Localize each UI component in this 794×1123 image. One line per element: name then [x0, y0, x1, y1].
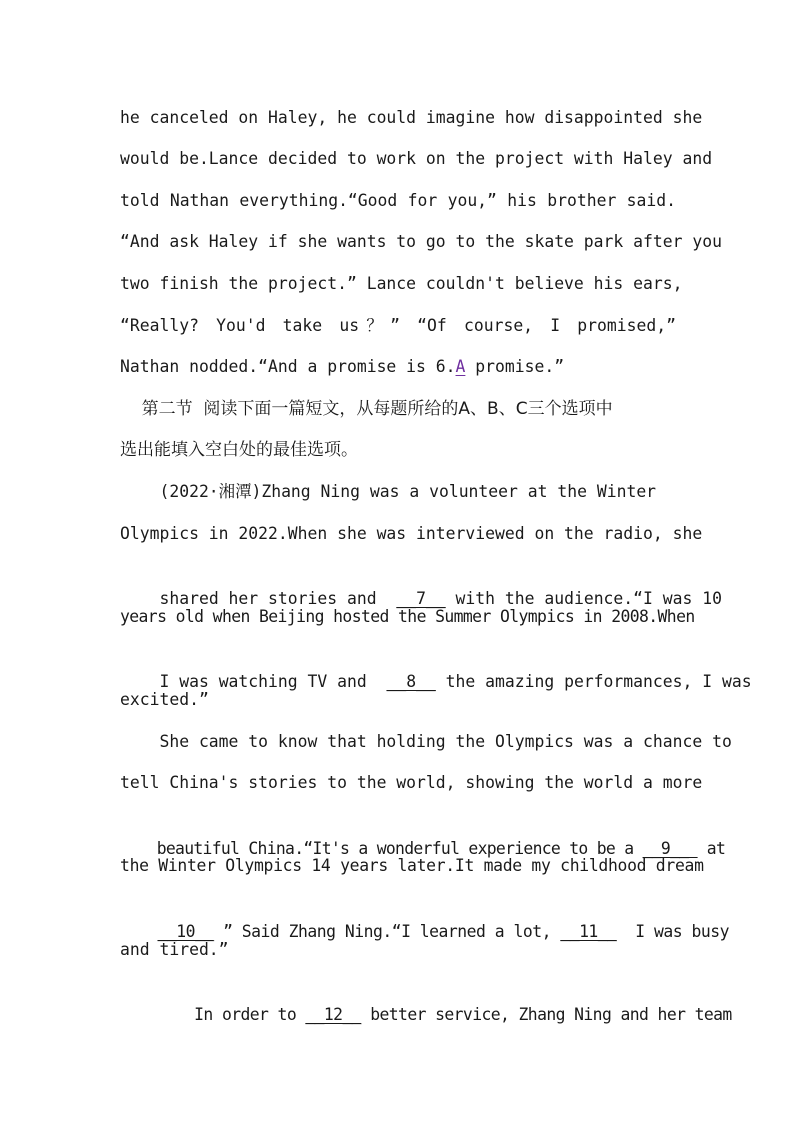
- text-line-10: (2022·湘潭)Zhang Ning was a volunteer at the Winter: [120, 482, 657, 501]
- text-line-22: [120, 979, 732, 1024]
- text-line-12: [120, 563, 722, 608]
- text-line-7: [120, 355, 676, 379]
- text-segment: beautiful China.“It's a wonderful experience to be a: [156, 839, 643, 858]
- blank-10: __10__: [157, 922, 214, 941]
- text-line-15: excited.”: [120, 690, 209, 709]
- blank-9: __9__: [642, 839, 698, 858]
- text-line-3: told Nathan everything.“Good for you,” his brother said.: [120, 191, 676, 210]
- text-segment: at: [697, 839, 726, 858]
- text-segment: with the audience.“I was 10: [445, 589, 722, 608]
- text-segment: In order to: [157, 1005, 306, 1024]
- text-line-16: She came to know that holding the Olympics was a chance to: [120, 732, 732, 751]
- text-segment: promise.”: [465, 357, 565, 376]
- text-line-14: [120, 646, 752, 691]
- section-instruction: 选出能填入空白处的最佳选项。: [120, 440, 358, 460]
- text-line-1: he canceled on Haley, he could imagine how disappointed she: [120, 108, 703, 127]
- blank-7: __7__: [396, 589, 446, 608]
- text-line-4: “And ask Haley if she wants to go to the skate park after you: [120, 232, 722, 251]
- text-segment: ” Said Zhang Ning.“I learned a lot,: [213, 922, 561, 941]
- text-line-2: would be.Lance decided to work on the project with Haley and: [120, 149, 713, 168]
- blank-11: __11__: [560, 922, 617, 941]
- blank-12: __12__: [305, 1005, 361, 1024]
- text-line-19: the Winter Olympics 14 years later.It made my childhood dream: [120, 856, 704, 875]
- text-line-18: [120, 813, 726, 858]
- text-line-21: and tired.”: [120, 940, 229, 959]
- answer-mark: A: [455, 357, 466, 376]
- text-segment: I was watching TV and: [159, 672, 387, 691]
- text-segment: the amazing performances, I was: [435, 672, 752, 691]
- text-line-5: two finish the project.” Lance couldn't believe his ears,: [120, 274, 683, 293]
- text-line-6: “Really? You'd take us？” “Of course, I promised,”: [120, 316, 676, 335]
- text-line-20: [120, 896, 729, 941]
- section-heading: 第二节 阅读下面一篇短文，从每题所给的A、B、C三个选项中: [120, 399, 613, 419]
- text-segment: better service, Zhang Ning and her team: [360, 1005, 732, 1024]
- text-line-13: years old when Beijing hosted the Summer Olympics in 2008.When: [120, 607, 695, 626]
- text-segment: Nathan nodded.“And a promise is 6.: [120, 357, 456, 376]
- text-segment: shared her stories and: [159, 589, 397, 608]
- text-line-11: Olympics in 2022.When she was interviewed on the radio, she: [120, 524, 703, 543]
- text-line-17: tell China's stories to the world, showing the world a more: [120, 773, 703, 792]
- text-segment: I was busy: [616, 922, 729, 941]
- blank-8: __8__: [386, 672, 436, 691]
